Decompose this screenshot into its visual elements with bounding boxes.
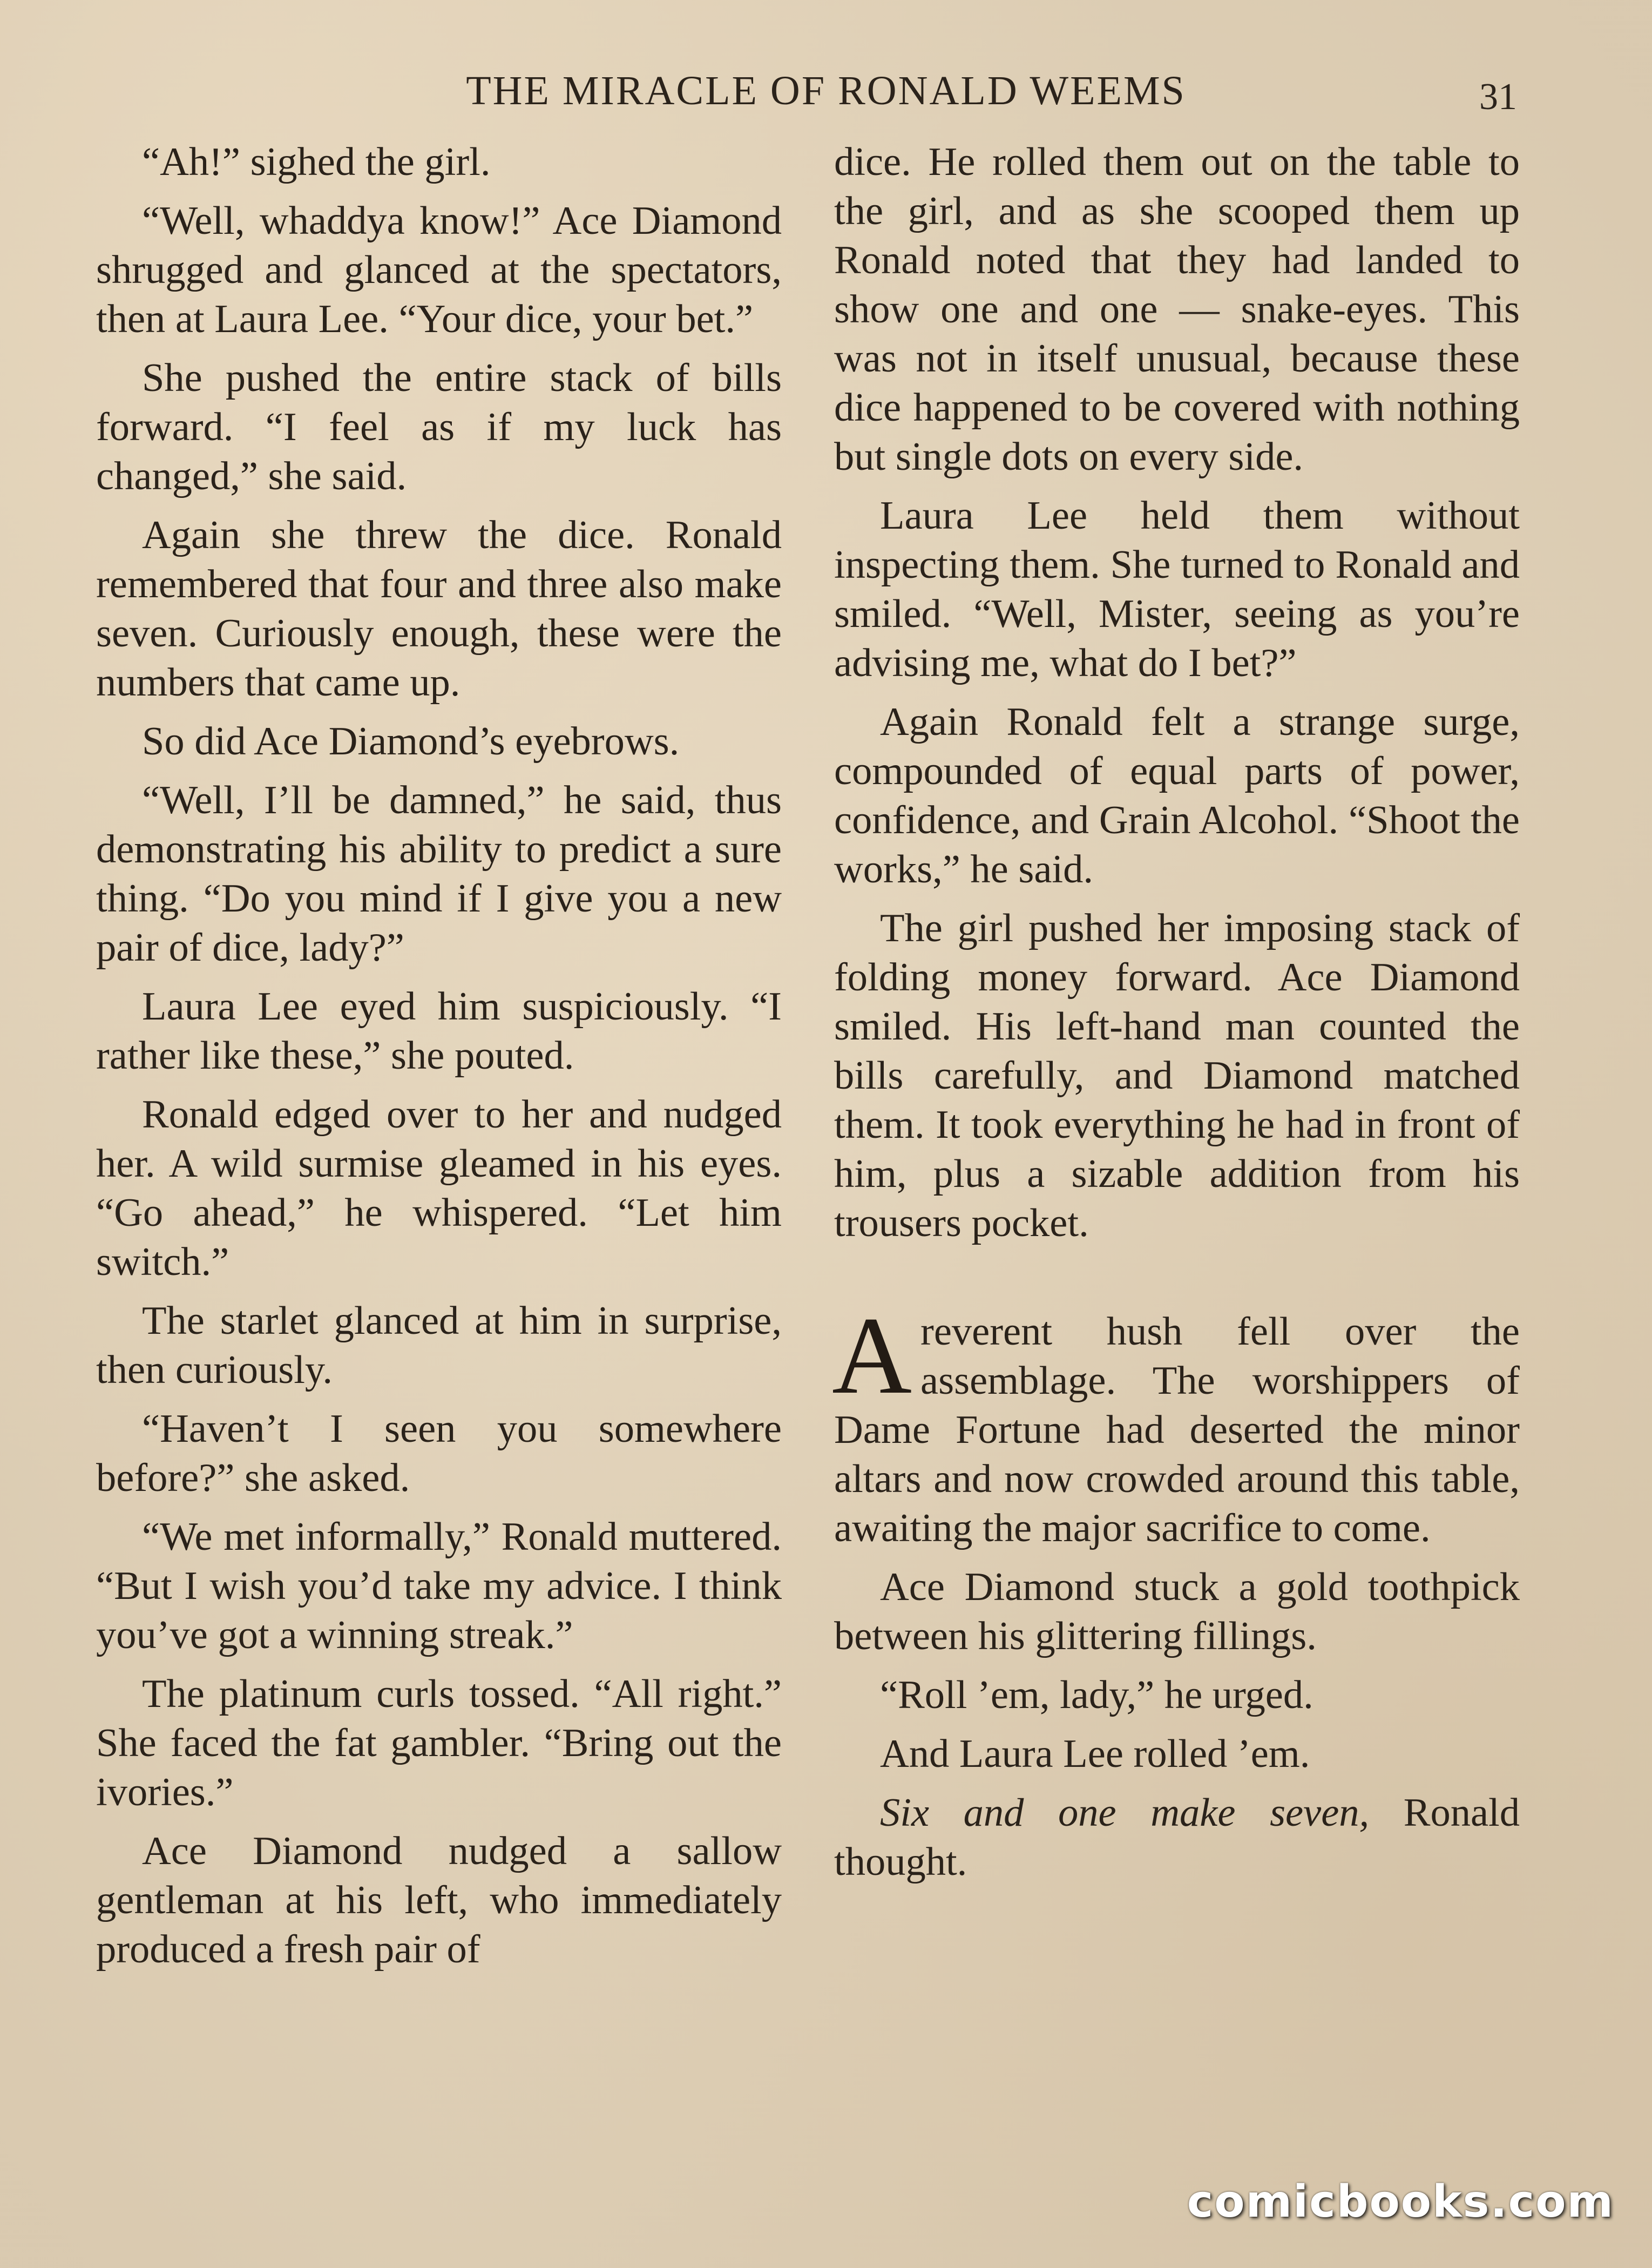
continued-paragraph: dice. He rolled them out on the table to the girl, and as she scooped them up Ronald noted that they had landed to show one and one — snake-eyes. This was not in itself unusual, because these dice happened to be covered with nothing but single dots on every side. bbox=[834, 140, 1520, 479]
paragraph: “Haven’t I seen you somewhere before?” she asked. bbox=[96, 1407, 782, 1500]
paragraph: The platinum curls tossed. “All right.” She faced the fat gambler. “Bring out the ivories.” bbox=[96, 1672, 782, 1814]
final-paragraph-rest: Ronald thought. bbox=[834, 1791, 1520, 1884]
paragraph: The starlet glanced at him in surprise, then curiously. bbox=[96, 1299, 782, 1392]
paragraph: And Laura Lee rolled ’em. bbox=[880, 1732, 1310, 1776]
paragraph: She pushed the entire stack of bills forward. “I feel as if my luck has changed,” she said. bbox=[96, 356, 782, 498]
right-column bbox=[834, 138, 1520, 1896]
final-paragraph bbox=[834, 1788, 1520, 1887]
paragraph: “We met informally,” Ronald muttered. “But I wish you’d take my advice. I think you’ve got a winning streak.” bbox=[96, 1515, 782, 1657]
paragraph: “Well, whaddya know!” Ace Diamond shrugged and glanced at the spectators, then at Laura Lee. “Your dice, your bet.” bbox=[96, 199, 782, 341]
running-head-title: THE MIRACLE OF RONALD WEEMS bbox=[466, 68, 1186, 113]
paragraph: “Ah!” sighed the girl. bbox=[142, 140, 491, 184]
paragraph: Ace Diamond nudged a sallow gentleman at his left, who immediately produced a fresh pair of bbox=[96, 1829, 782, 1972]
drop-cap: A bbox=[832, 1294, 912, 1417]
paragraph: Laura Lee held them without inspecting them. She turned to Ronald and smiled. “Well, Mister, seeing as you’re advising me, what do I bet?” bbox=[834, 494, 1520, 685]
section-break-paragraph bbox=[832, 1294, 1520, 1553]
paragraph: Ronald edged over to her and nudged her. A wild surmise gleamed in his eyes. “Go ahead,” he whispered. “Let him switch.” bbox=[96, 1092, 782, 1284]
paragraph: So did Ace Diamond’s eyebrows. bbox=[142, 719, 680, 764]
paragraph: Laura Lee eyed him suspiciously. “I rather like these,” she pouted. bbox=[96, 984, 782, 1078]
paragraph: Again Ronald felt a strange surge, compounded of equal parts of power, confidence, and Grain Alcohol. “Shoot the works,” he said. bbox=[834, 700, 1520, 892]
paragraph: Ace Diamond stuck a gold toothpick between his glittering fillings. bbox=[834, 1565, 1520, 1658]
page-number: 31 bbox=[1479, 76, 1517, 118]
paragraph: The girl pushed her imposing stack of folding money forward. Ace Diamond smiled. His left-hand man counted the bills carefully, and Diamond matched them. It took everything he had in front of him, plus a sizable addition from his trousers pocket. bbox=[834, 906, 1520, 1245]
paragraph: Again she threw the dice. Ronald remembered that four and three also make seven. Curiously enough, these were the numbers that came up. bbox=[96, 513, 782, 705]
paragraph: “Well, I’ll be damned,” he said, thus demonstrating his ability to predict a sure thing. “Do you mind if I give you a new pair of dice, lady?” bbox=[96, 778, 782, 970]
left-column bbox=[96, 138, 782, 1984]
drop-cap-text: reverent hush fell over the assemblage. The worshippers of Dame Fortune had deserted the minor altars and now crowded around this table, awaiting the major sacrifice to come. bbox=[834, 1310, 1520, 1550]
paragraph: “Roll ’em, lady,” he urged. bbox=[880, 1673, 1314, 1717]
italic-thought: Six and one make seven, bbox=[880, 1791, 1370, 1835]
watermark: comicbooks.com bbox=[1187, 2176, 1614, 2228]
running-header bbox=[0, 64, 1652, 118]
